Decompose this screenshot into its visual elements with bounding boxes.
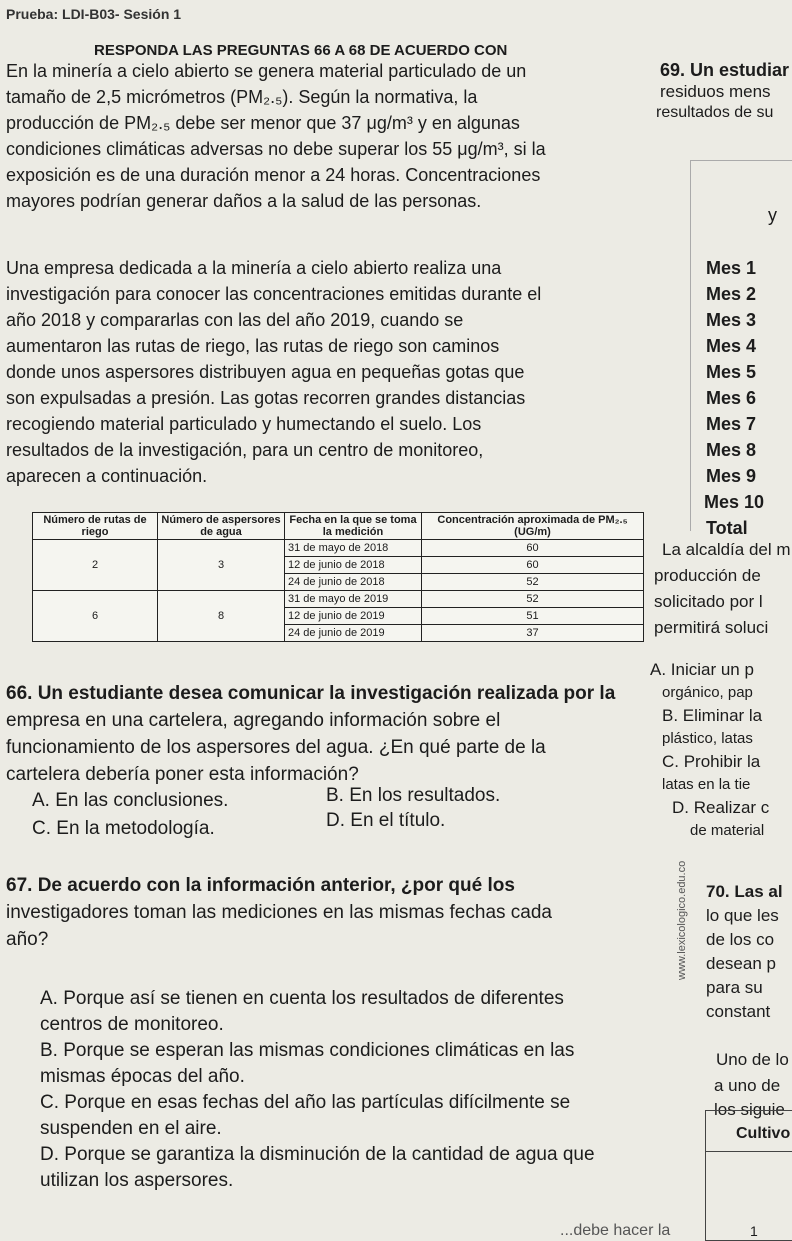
context-line: Una empresa dedicada a la minería a cielo abierto realiza una [6,258,502,278]
header-rutas: Número de rutas de riego [33,513,158,540]
uno-line: los siguie [714,1100,785,1119]
url-watermark: www.lexicologico.edu.co [676,860,688,980]
q67-option-d[interactable]: D. Porque se garantiza la disminución de la cantidad de agua que [40,1144,595,1165]
cell-fecha: 12 de junio de 2019 [285,608,422,625]
q67-option-a-cont: centros de monitoreo. [40,1014,224,1035]
question-67-line: año? [6,929,49,950]
cell-aspersores: 8 [158,591,285,642]
q69-line: residuos mens [660,82,771,101]
context-line: aumentaron las rutas de riego, las rutas de riego son caminos [6,336,500,356]
question-66-line: 66. Un estudiante desea comunicar la investigación realizada por la [6,683,616,704]
cell-conc: 60 [422,540,644,557]
cell-fecha: 24 de junio de 2018 [285,574,422,591]
alcaldia-line: producción de [654,566,761,585]
q66-option-b[interactable]: B. En los resultados. [326,785,501,806]
q-option-a[interactable]: A. Iniciar un p [650,660,754,679]
q66-option-a[interactable]: A. En las conclusiones. [32,790,229,811]
q70-line: lo que les [706,906,779,925]
month-label: Mes 5 [706,362,757,382]
cell-aspersores: 3 [158,540,285,591]
intro-line: mayores podrían generar daños a la salud de las personas. [6,191,482,211]
right-column [650,0,792,1239]
alcaldia-line: solicitado por l [654,592,763,611]
context-line: resultados de la investigación, para un centro de monitoreo, [6,440,484,460]
header-concentracion: Concentración aproximada de PM₂.₅ (UG/m) [422,513,644,540]
q69-line: 69. Un estudiar [660,60,790,80]
table-row [33,591,644,608]
q70-line: de los co [706,930,775,949]
table-row [33,540,644,557]
y-label: y [768,205,777,225]
month-label: Mes 7 [706,414,757,434]
q-option-c[interactable]: C. Prohibir la [662,752,761,771]
cell-fecha: 31 de mayo de 2018 [285,540,422,557]
q-option-c-cont: latas en la tie [662,776,751,793]
q67-option-c[interactable]: C. Porque en esas fechas del año las partículas difícilmente se [40,1092,571,1113]
q67-option-c-cont: suspenden en el aire. [40,1118,222,1139]
q-option-b[interactable]: B. Eliminar la [662,706,763,725]
cell-rutas: 2 [33,540,158,591]
q66-option-c[interactable]: C. En la metodología. [32,818,215,839]
section-title: RESPONDA LAS PREGUNTAS 66 A 68 DE ACUERDO CON [94,42,508,59]
month-label: Mes 9 [706,466,757,486]
cell-rutas: 6 [33,591,158,642]
uno-line: a uno de [714,1076,781,1095]
month-label: Mes 10 [704,492,765,512]
context-line: donde unos aspersores distribuyen agua en pequeñas gotas que [6,362,525,382]
q69-line: resultados de su [656,104,774,121]
cultivo-table [705,1110,792,1241]
q67-option-b[interactable]: B. Porque se esperan las mismas condiciones climáticas en las [40,1040,575,1061]
intro-line: condiciones climáticas adversas no debe superar los 55 μg/m³, si la [6,139,546,159]
question-67-line: 67. De acuerdo con la información anterior, ¿por qué los [6,875,515,896]
month-total: Total [706,518,748,538]
intro-paragraph [6,58,634,214]
context-line: año 2018 y compararlas con las del año 2019, cuando se [6,310,464,330]
cell-fecha: 12 de junio de 2018 [285,557,422,574]
header-fecha: Fecha en la que se toma la medición [285,513,422,540]
question-66-line: funcionamiento de los aspersores del agua. ¿En qué parte de la [6,737,546,758]
q70-line: constant [706,1002,771,1021]
cultivo-header: Cultivo [736,1125,791,1142]
intro-line: tamaño de 2,5 micrómetros (PM₂.₅). Según la normativa, la [6,87,478,107]
cell-conc: 60 [422,557,644,574]
q67-option-b-cont: mismas épocas del año. [40,1066,245,1087]
context-line: son expulsadas a presión. Las gotas recorren grandes distancias [6,388,526,408]
cultivo-cell: 1 [750,1223,758,1239]
context-line: aparecen a continuación. [6,466,208,486]
cell-conc: 37 [422,625,644,642]
header-aspersores: Número de aspersores de agua [158,513,285,540]
q70-line: 70. Las al [706,882,783,901]
alcaldia-line: La alcaldía del m [662,540,791,559]
intro-line: exposición es de una duración menor a 24 horas. Concentraciones [6,165,541,185]
q70-line: desean p [706,954,776,973]
context-line: recogiendo material particulado y humectando el suelo. Los [6,414,482,434]
table-header-row [33,513,644,540]
question-67-line: investigadores toman las mediciones en las mismas fechas cada [6,902,552,923]
q66-option-d[interactable]: D. En el título. [326,810,446,831]
q-option-a-cont: orgánico, pap [662,684,753,701]
q-option-d[interactable]: D. Realizar c [672,798,770,817]
month-label: Mes 3 [706,310,757,330]
results-table [32,512,644,642]
month-label: Mes 4 [706,336,757,356]
cell-conc: 52 [422,591,644,608]
test-header: Prueba: LDI-B03- Sesión 1 [6,6,182,22]
q-option-d-cont: de material [690,822,765,839]
month-label: Mes 6 [706,388,757,408]
intro-line: producción de PM₂.₅ debe ser menor que 37 μg/m³ y en algunas [6,113,520,133]
q-option-b-cont: plástico, latas [662,730,753,747]
q67-option-a[interactable]: A. Porque así se tienen en cuenta los resultados de diferentes [40,988,564,1009]
context-line: investigación para conocer las concentraciones emitidas durante el [6,284,542,304]
month-label: Mes 2 [706,284,757,304]
cultivo-divider [706,1151,792,1152]
cell-conc: 51 [422,608,644,625]
cell-conc: 52 [422,574,644,591]
question-66 [6,680,634,788]
month-label: Mes 8 [706,440,757,460]
question-67 [6,872,646,953]
question-66-line: cartelera debería poner esta información? [6,764,359,785]
bottom-fragment: ...debe hacer la [560,1222,671,1239]
month-label: Mes 1 [706,258,757,278]
context-paragraph [6,255,634,489]
question-66-line: empresa en una cartelera, agregando información sobre el [6,710,501,731]
cell-fecha: 24 de junio de 2019 [285,625,422,642]
q67-option-d-cont: utilizan los aspersores. [40,1170,234,1191]
alcaldia-line: permitirá soluci [654,618,769,637]
intro-line: En la minería a cielo abierto se genera material particulado de un [6,61,527,81]
q70-line: para su [706,978,763,997]
cell-fecha: 31 de mayo de 2019 [285,591,422,608]
uno-line: Uno de lo [716,1050,789,1069]
